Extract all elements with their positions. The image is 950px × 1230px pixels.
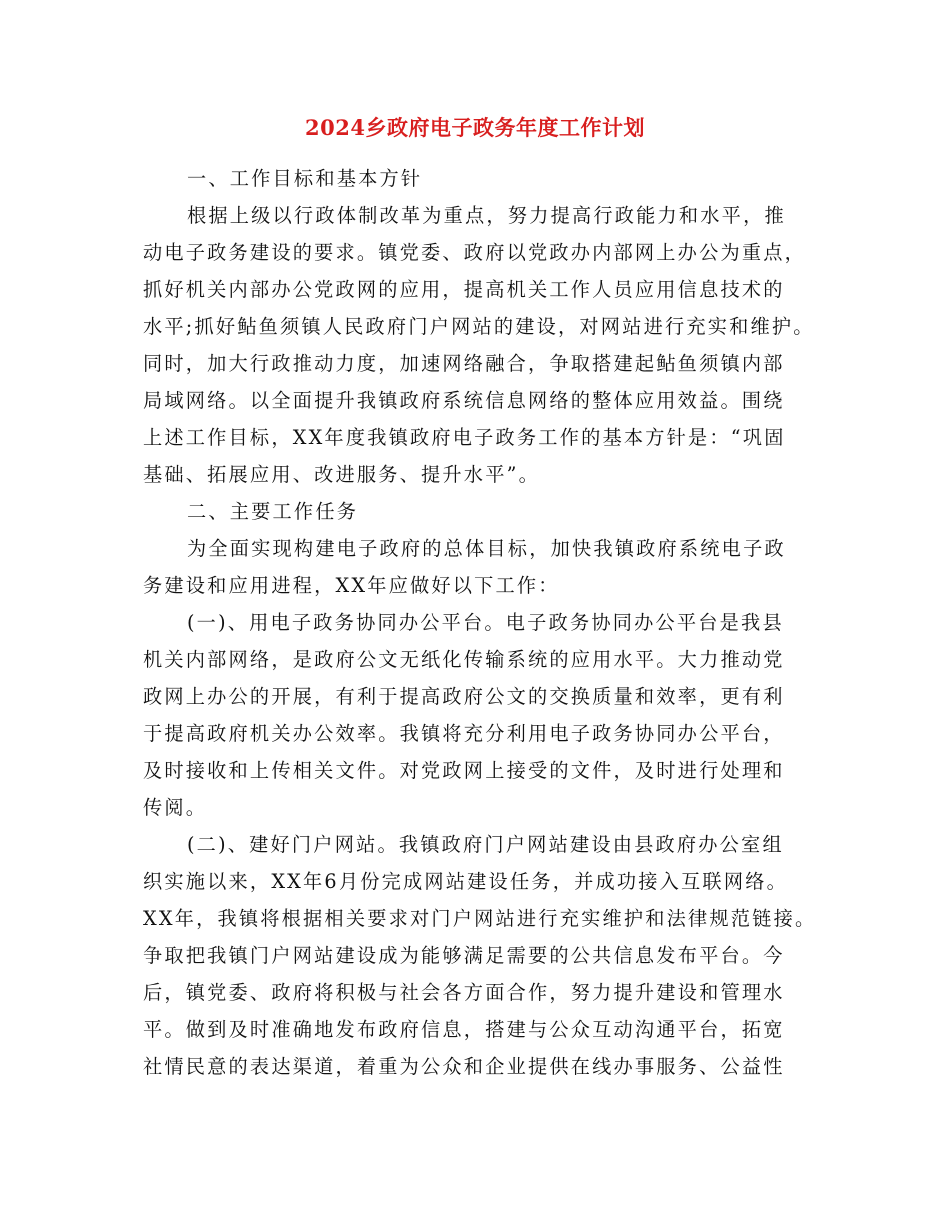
paragraph-line: (二)、建好门户网站。我镇政府门户网站建设由县政府办公室组 — [187, 833, 784, 856]
document-body — [143, 160, 833, 1085]
paragraph-line: (一)、用电子政务协同办公平台。电子政务协同办公平台是我县 — [187, 611, 784, 634]
paragraph-line: 务建设和应用进程，XX年应做好以下工作： — [143, 574, 560, 597]
paragraph-line: XX年，我镇将根据相关要求对门户网站进行充实维护和法律规范链接。 — [143, 907, 817, 930]
paragraph-line: 机关内部网络，是政府公文无纸化传输系统的应用水平。大力推动党 — [143, 648, 785, 671]
paragraph-line: 同时，加大行政推动力度，加速网络融合，争取搭建起鲇鱼须镇内部 — [143, 352, 785, 375]
paragraph-line: 社情民意的表达渠道，着重为公众和企业提供在线办事服务、公益性 — [143, 1055, 785, 1078]
paragraph-line: 政网上办公的开展，有利于提高政府公文的交换质量和效率，更有利 — [143, 685, 785, 708]
paragraph-line: 动电子政务建设的要求。镇党委、政府以党政办内部网上办公为重点， — [143, 241, 807, 264]
paragraph-line: 根据上级以行政体制改革为重点，努力提高行政能力和水平，推 — [187, 204, 786, 227]
paragraph-line: 织实施以来，XX年6月份完成网站建设任务，并成功接入互联网络。 — [143, 870, 788, 893]
paragraph-line: 及时接收和上传相关文件。对党政网上接受的文件，及时进行处理和 — [143, 759, 785, 782]
paragraph-line: 抓好机关内部办公党政网的应用，提高机关工作人员应用信息技术的 — [143, 278, 785, 301]
paragraph-line: 局域网络。以全面提升我镇政府系统信息网络的整体应用效益。围绕 — [143, 389, 785, 412]
paragraph-line: 基础、拓展应用、改进服务、提升水平”。 — [143, 463, 540, 486]
section-heading-tasks: 二、主要工作任务 — [187, 500, 359, 523]
paragraph-line: 平。做到及时准确地发布政府信息，搭建与公众互动沟通平台，拓宽 — [143, 1018, 785, 1041]
paragraph-line: 为全面实现构建电子政府的总体目标，加快我镇政府系统电子政 — [187, 537, 786, 560]
paragraph-line: 于提高政府机关办公效率。我镇将充分利用电子政务协同办公平台， — [143, 722, 785, 745]
paragraph-line: 后，镇党委、政府将积极与社会各方面合作，努力提升建设和管理水 — [143, 981, 785, 1004]
paragraph-line: 上述工作目标，XX年度我镇政府电子政务工作的基本方针是：“巩固 — [143, 426, 786, 449]
document-title: 2024乡政府电子政务年度工作计划 — [305, 115, 645, 140]
paragraph-line: 水平;抓好鲇鱼须镇人民政府门户网站的建设，对网站进行充实和维护。 — [143, 315, 815, 338]
section-heading-goals: 一、工作目标和基本方针 — [187, 167, 423, 190]
paragraph-line: 传阅。 — [143, 796, 208, 819]
paragraph-line: 争取把我镇门户网站建设成为能够满足需要的公共信息发布平台。今 — [143, 944, 785, 967]
